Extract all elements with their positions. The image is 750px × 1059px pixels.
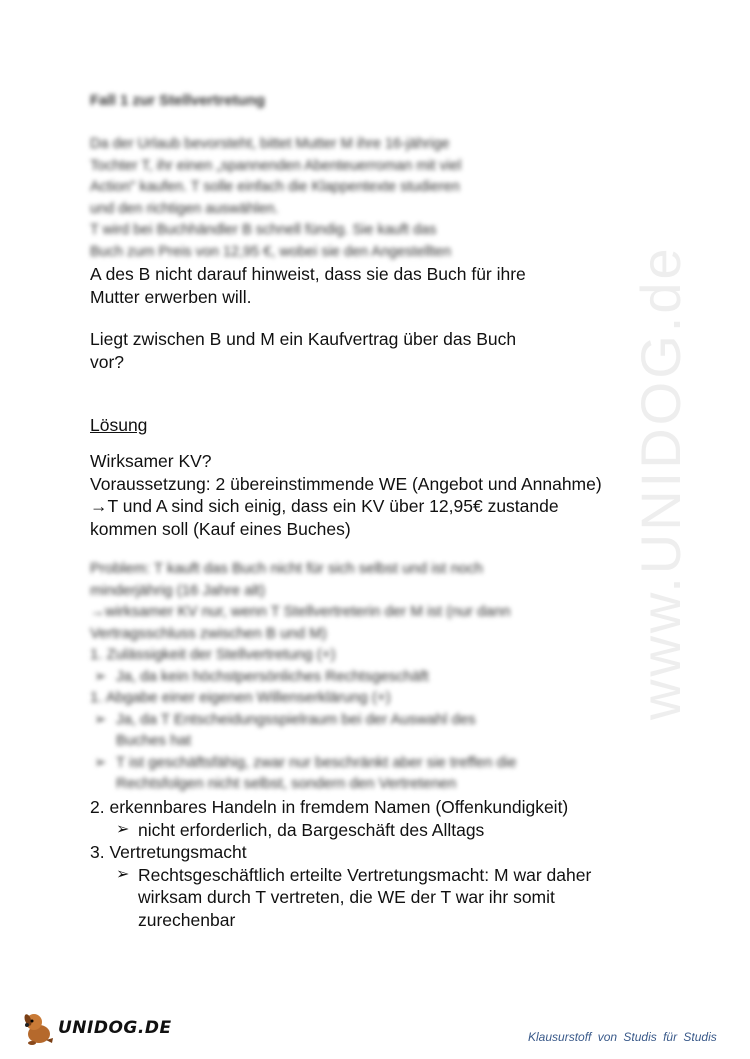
bullet-arrow-icon: ➢: [116, 865, 130, 883]
bullet-arrow-icon: ➢: [94, 710, 107, 728]
list-item: 1. Abgabe einer eigenen Willenserklärung (+): [90, 689, 391, 706]
text-line: und den richtigen auswählen.: [90, 200, 279, 217]
solution-list: [90, 796, 670, 931]
list-item: 2. erkennbares Handeln in fremdem Namen (Offenkundigkeit): [90, 797, 569, 817]
sub-item-text: Rechtsfolgen nicht selbst, sondern den Vertretenen: [116, 775, 457, 792]
text-line: Tochter T, ihr einen „spannenden Abenteuerroman mit viel: [90, 157, 462, 174]
sub-item-text: Rechtsgeschäftlich erteilte Vertretungsmacht: M war daher: [138, 864, 592, 885]
text-line: →T und A sind sich einig, dass ein KV über 12,95€ zustande: [90, 496, 559, 516]
sub-item: [90, 752, 650, 795]
text-line: Problem: T kauft das Buch nicht für sich selbst und ist noch: [90, 560, 483, 577]
text-line: Wirksamer KV?: [90, 451, 212, 471]
logo-text: UNIDOG.DE: [58, 1018, 172, 1038]
text-line: vor?: [90, 351, 125, 372]
solution-heading: Lösung: [90, 415, 148, 435]
sub-item-text: Ja, da T Entscheidungsspielraum bei der Auswahl des: [116, 710, 476, 728]
list-item: 3. Vertretungsmacht: [90, 842, 247, 862]
text-line: Vertragsschluss zwischen B und M): [90, 624, 327, 642]
case-question: [90, 328, 650, 373]
footer-slogan: Klausurstoff von Studis für Studis: [528, 1030, 717, 1044]
sub-item-text: Buches hat: [116, 732, 192, 749]
case-text-blurred: [90, 134, 590, 263]
page-title: Fall 1 zur Stellvertretung: [90, 92, 266, 109]
solution-blurred-block: [90, 558, 650, 795]
text-line: Da der Urlaub bevorsteht, bittet Mutter M ihre 16-jährige: [90, 136, 450, 152]
sub-item-text: wirksam durch T vertreten, die WE der T war ihr somit: [138, 887, 555, 907]
list-item: 1. Zulässigkeit der Stellvertretung (+): [90, 646, 336, 663]
text-line: minderjährig (16 Jahre alt): [90, 581, 266, 599]
sub-item: [90, 819, 670, 842]
text-line: →wirksamer KV nur, wenn T Stellvertreterin der M ist (nur dann: [90, 603, 511, 620]
text-line: Buch zum Preis von 12,95 €, wobei sie den Angestellten: [90, 243, 452, 260]
sub-item-text: Ja, da kein höchstpersönliches Rechtsgeschäft: [116, 667, 429, 685]
text-line: A des B nicht darauf hinweist, dass sie das Buch für ihre: [90, 264, 526, 284]
sub-item-text: zurechenbar: [138, 909, 236, 930]
bullet-arrow-icon: ➢: [94, 753, 107, 771]
bullet-arrow-icon: ➢: [94, 667, 107, 685]
sub-item: [90, 709, 650, 752]
watermark: www.UNIDOG.de: [629, 245, 692, 720]
text-line: Action" kaufen. T solle einfach die Klappentexte studieren: [90, 179, 460, 195]
sub-item-text: nicht erforderlich, da Bargeschäft des Alltags: [138, 819, 485, 840]
text-line: T wird bei Buchhändler B schnell fündig. Sie kauft das: [90, 222, 437, 238]
text-line: Liegt zwischen B und M ein Kaufvertrag über das Buch: [90, 329, 517, 349]
unidog-logo: [22, 1010, 172, 1046]
sub-item: [90, 666, 650, 688]
text-line: Mutter erwerben will.: [90, 286, 252, 307]
text-line: Voraussetzung: 2 übereinstimmende WE (Angebot und Annahme): [90, 473, 602, 494]
solution-intro: [90, 450, 670, 540]
text-line: kommen soll (Kauf eines Buches): [90, 518, 351, 539]
sub-item-text: T ist geschäftsfähig, zwar nur beschränkt aber sie treffen die: [116, 753, 517, 771]
bullet-arrow-icon: ➢: [116, 820, 130, 838]
sub-item: [90, 864, 670, 932]
dog-mascot-icon: [22, 1010, 56, 1046]
case-text: [90, 263, 650, 308]
